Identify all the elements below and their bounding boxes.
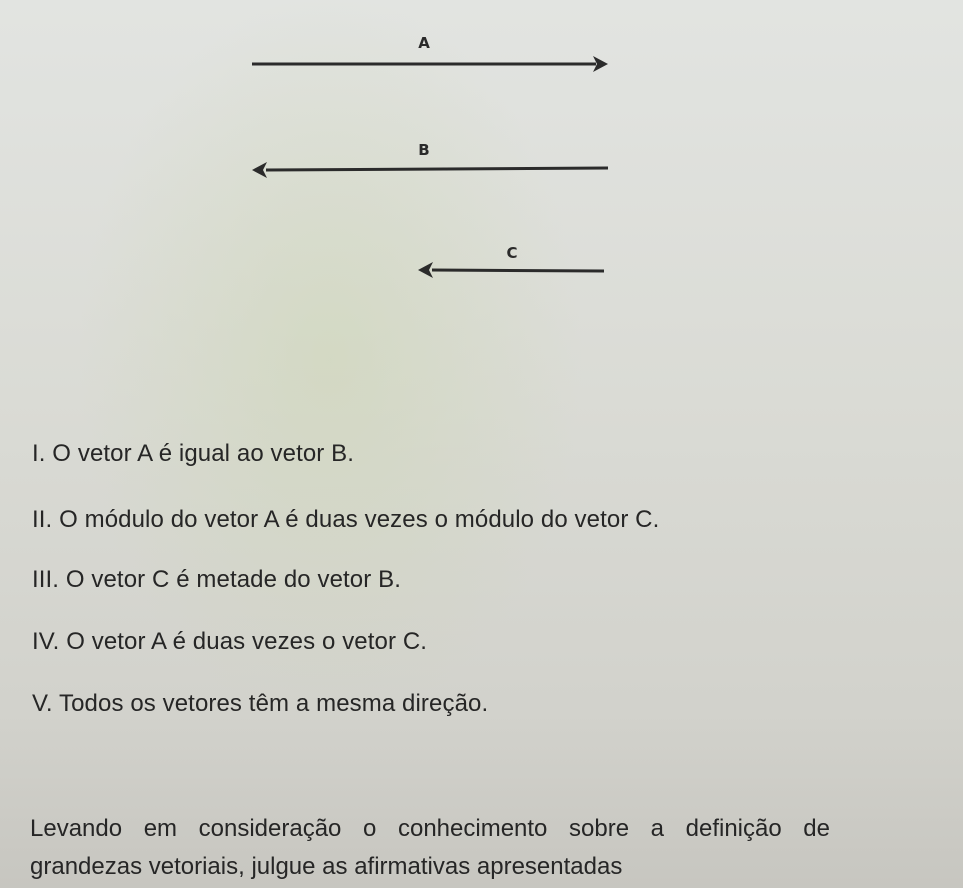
prompt-line-2: grandezas vetoriais, julgue as afirmativas apresentadas: [30, 853, 623, 880]
statement-v: V. Todos os vetores têm a mesma direção.: [32, 690, 489, 717]
vector-diagram: [0, 0, 963, 300]
statement-i: I. O vetor A é igual ao vetor B.: [32, 440, 355, 467]
statement-iv: IV. O vetor A é duas vezes o vetor C.: [32, 628, 428, 655]
prompt-line-1: Levando em consideração o conhecimento sobre a definição de: [30, 815, 830, 842]
vector-b: [252, 141, 608, 178]
vector-a: [252, 34, 608, 72]
vector-c-label: C: [506, 244, 518, 262]
vector-c: [418, 244, 604, 278]
vector-b-label: B: [418, 141, 430, 159]
vector-a-label: A: [418, 34, 430, 52]
statement-iii: III. O vetor C é metade do vetor B.: [32, 566, 401, 593]
statement-ii: II. O módulo do vetor A é duas vezes o módulo do vetor C.: [32, 506, 660, 533]
